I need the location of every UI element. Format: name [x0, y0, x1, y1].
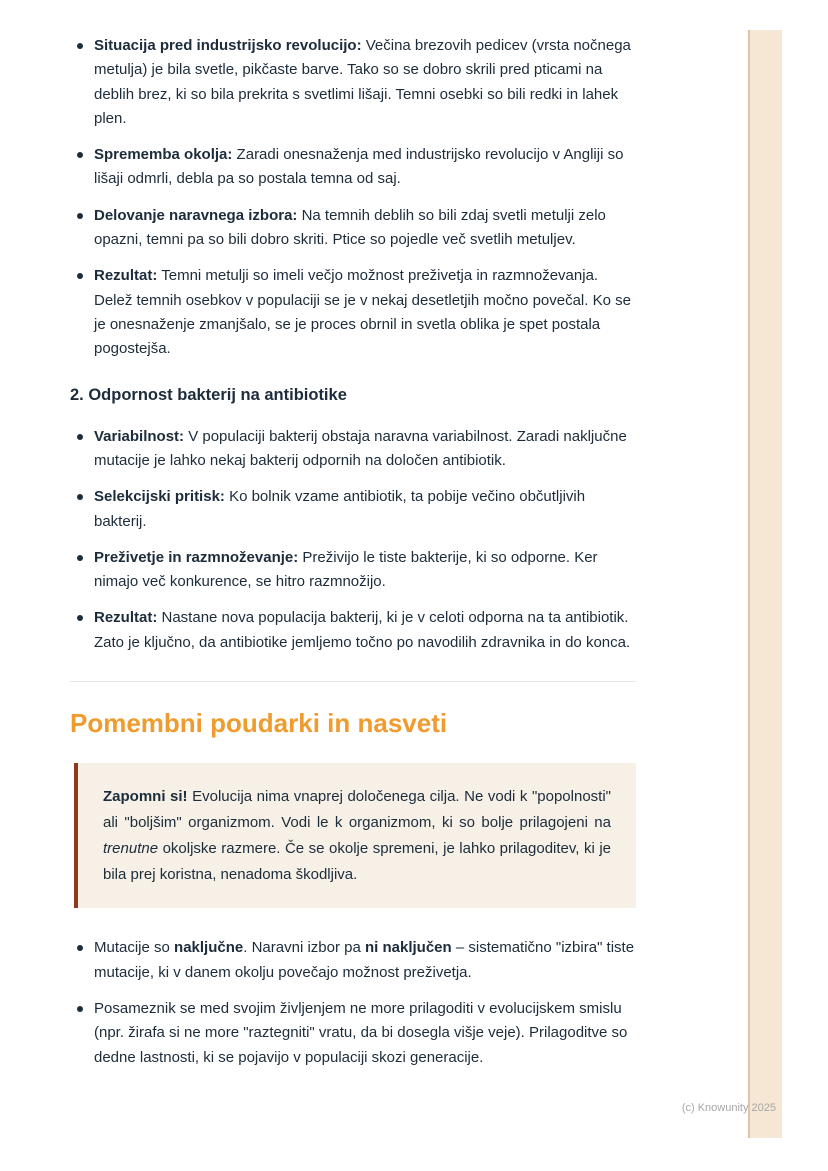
document-content [70, 34, 636, 1082]
bold-text: ni naključen [364, 939, 452, 957]
highlights-heading: Pomembni poudarki in nasveti [70, 708, 448, 739]
bacteria-resistance-list [70, 425, 636, 655]
italic-text: trenutne [103, 839, 159, 857]
bold-text: naključne [174, 939, 244, 957]
text: V populaciji bakterij obstaja naravna variabilnost. Zaradi naključne mutacije je lahko nekaj bakterij odpornih na določen antibiotik. [94, 427, 627, 469]
text: Večina brezovih pedicev (vrsta nočnega metulja) je bila svetle, pikčaste barve. Tako so se dobro skrili pred pticami na deblih brez, ki so bila prekrita s svetlimi lišaji. Temni osebki so bili redki in lahek plen. [94, 37, 631, 127]
text: Preživijo le tiste bakterije, ki so odporne. Ker nimajo več konkurence, se hitro razmnožijo. [94, 548, 598, 591]
bold-text: Sprememba okolja: [94, 146, 233, 164]
page-edge-stripe [748, 30, 782, 1138]
section-heading-bacteria: 2. Odpornost bakterij na antibiotike [70, 385, 347, 404]
text: Na temnih deblih so bili zdaj svetli metulji zelo opazni, temni pa so bili dobro skriti. Ptice so pojedle več svetlih metuljev. [94, 206, 606, 249]
callout-text [103, 784, 611, 887]
list-item [70, 204, 636, 253]
list-item [70, 425, 636, 474]
text: Zaradi onesnaženja med industrijsko revolucijo v Angliji so lišaji odmrli, debla pa so postala temna od saj. [94, 146, 624, 188]
bold-text: Variabilnost: [94, 427, 185, 445]
moth-example-list [70, 34, 636, 362]
text: . Naravni izbor pa [243, 939, 365, 957]
text: Mutacije so [94, 939, 175, 957]
text: Temni metulji so imeli večjo možnost preživetja in razmnoževanja. Delež temnih osebkov v populaciji se je v nekaj desetletjih močno povečal. Ko se je onesnaženje zmanjšalo, se je proces obrnil in svetla oblika je spet postala pogostejša. [94, 267, 631, 358]
bold-text: Zapomni si! [103, 788, 188, 806]
bold-text: Delovanje naravnega izbora: [94, 206, 298, 224]
text: Evolucija nima vnaprej določenega cilja. Ne vodi k "popolnosti" ali "boljšim" organizmom. Vodi le k organizmom, ki so bolje prilagojeni na [103, 788, 611, 832]
list-item [70, 485, 636, 534]
list-item [70, 264, 636, 361]
bold-text: Situacija pred industrijsko revolucijo: [94, 37, 362, 54]
key-points-list [70, 936, 636, 1069]
section-divider [70, 681, 636, 682]
text: Posameznik se med svojim življenjem ne more prilagoditi v evolucijskem smislu (npr. žirafa si ne more "raztegniti" vratu, da bi dosegla višje veje). Prilagoditve so dedne lastnosti, ki se pojavijo v populaciji skozi generacije. [94, 1000, 628, 1066]
remember-callout [74, 763, 636, 908]
list-item [70, 936, 636, 985]
bold-text: Rezultat: [94, 267, 158, 285]
bold-text: Preživetje in razmnoževanje: [94, 548, 299, 566]
bold-text: Selekcijski pritisk: [94, 488, 225, 506]
list-item [70, 143, 636, 192]
bold-text: Rezultat: [94, 609, 158, 627]
text: okoljske razmere. Če se okolje spremeni, je lahko prilagoditev, ki je bila prej koristna, nenadoma škodljiva. [103, 839, 611, 883]
text: Ko bolnik vzame antibiotik, ta pobije večino občutljivih bakterij. [94, 488, 586, 530]
text: – sistematično "izbira" tiste mutacije, ki v danem okolju povečajo možnost preživetja. [94, 939, 635, 981]
copyright-notice: (c) Knowunity 2025 [681, 1102, 776, 1114]
list-item [70, 606, 636, 655]
list-item [70, 34, 636, 131]
text: Nastane nova populacija bakterij, ki je v celoti odporna na ta antibiotik. Zato je ključno, da antibiotike jemljemo točno po navodilih zdravnika in do konca. [94, 609, 631, 651]
list-item [70, 546, 636, 595]
list-item [70, 997, 636, 1070]
